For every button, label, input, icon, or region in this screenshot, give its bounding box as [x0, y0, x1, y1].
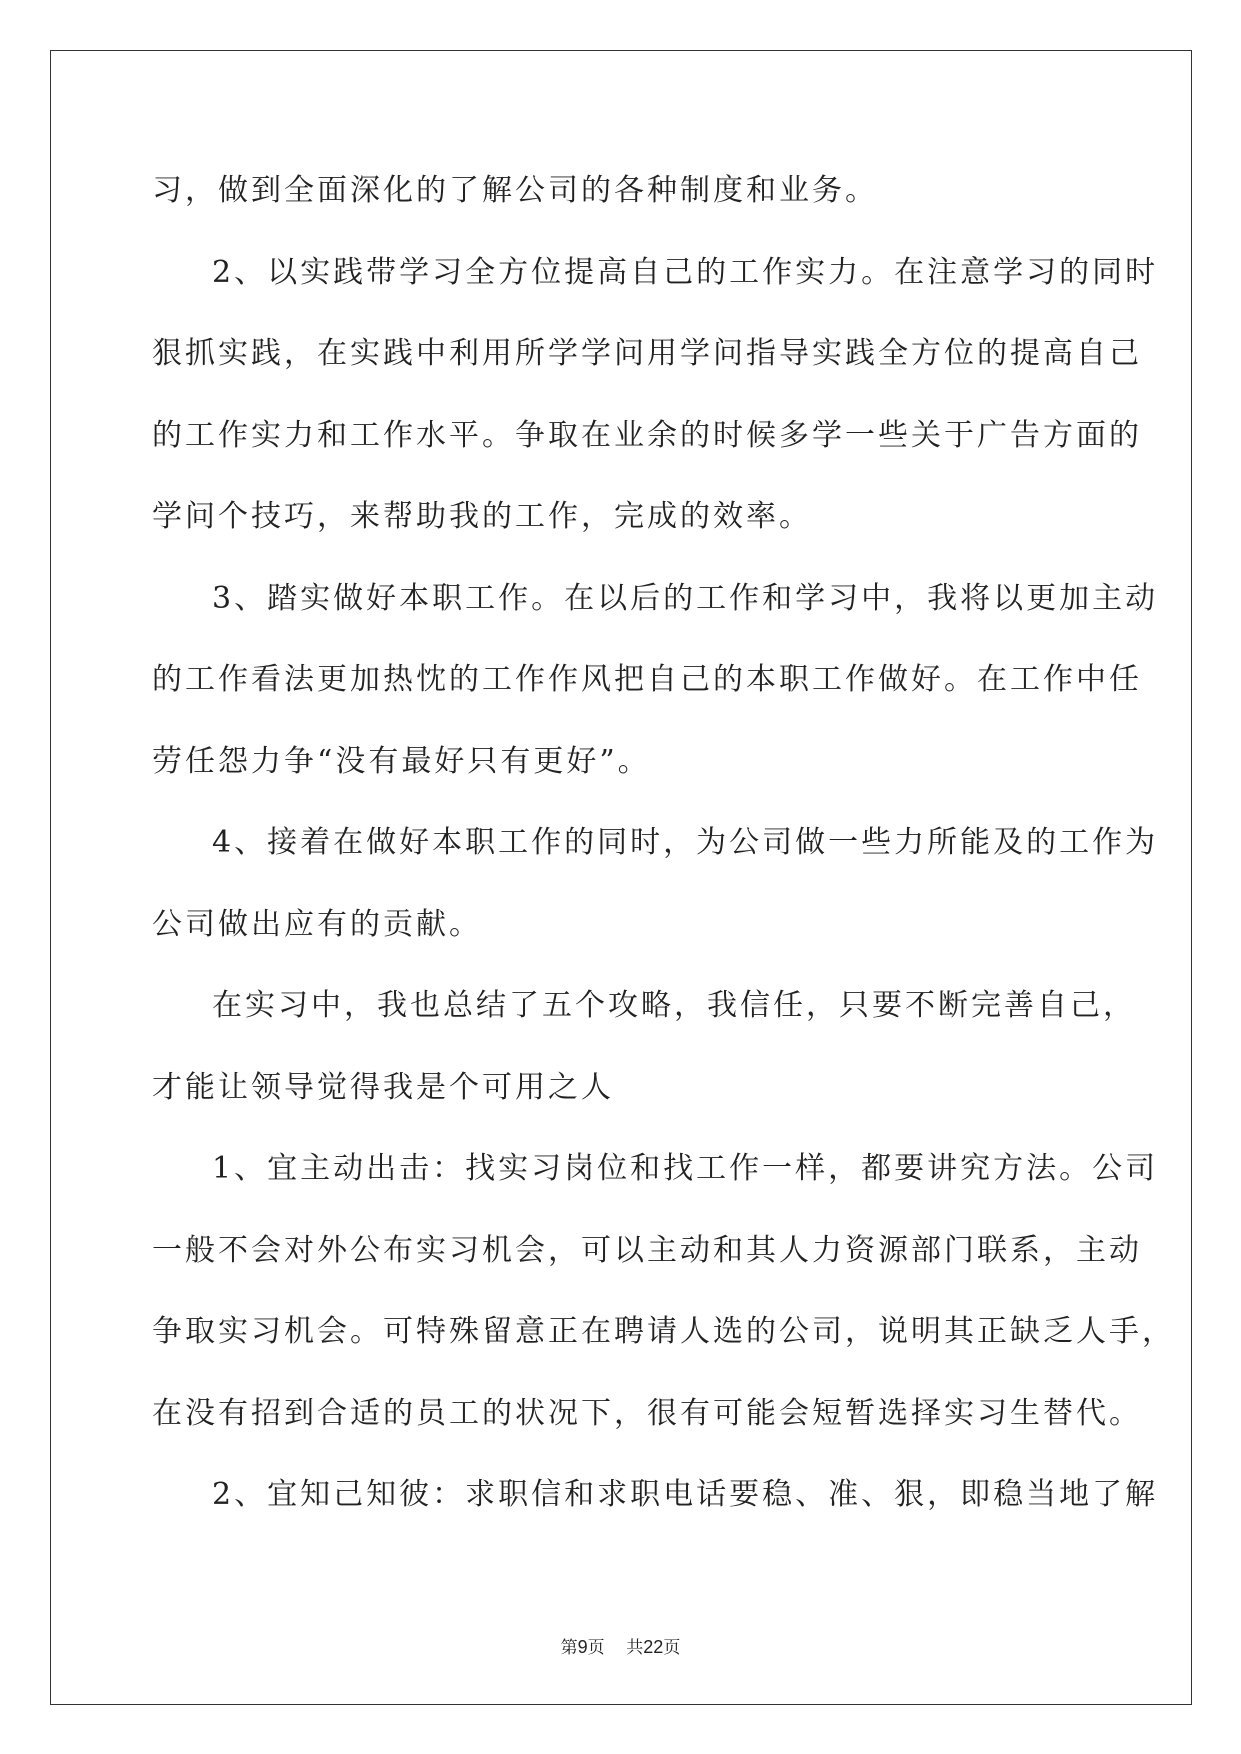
text-line: 1、宜主动出击：找实习岗位和找工作一样，都要讲究方法。公司	[212, 1151, 1159, 1186]
text-line: 在实习中，我也总结了五个攻略，我信任，只要不断完善自己，	[212, 988, 1136, 1023]
text-line: 2、宜知己知彼：求职信和求职电话要稳、准、狠，即稳当地了解	[212, 1477, 1159, 1512]
text-line: 的工作看法更加热忱的工作作风把自己的本职工作做好。在工作中任	[152, 662, 1142, 697]
text-line: 一般不会对外公布实习机会，可以主动和其人力资源部门联系，主动	[152, 1232, 1142, 1268]
total-pages: 22	[643, 1637, 664, 1657]
text-line: 在没有招到合适的员工的状况下，很有可能会短暂选择实习生替代。	[152, 1395, 1142, 1431]
text-line: 4、接着在做好本职工作的同时，为公司做一些力所能及的工作为	[212, 825, 1159, 860]
text-line: 公司做出应有的贡献。	[152, 906, 482, 942]
footer-total-suffix: 页	[663, 1638, 681, 1658]
page-number: 9	[577, 1637, 588, 1657]
document-body	[152, 150, 1175, 1536]
text-line: 3、踏实做好本职工作。在以后的工作和学习中，我将以更加主动	[212, 580, 1159, 616]
text-line: 才能让领导觉得我是个可用之人	[152, 1069, 614, 1105]
text-line: 2、以实践带学习全方位提高自己的工作实力。在注意学习的同时	[212, 254, 1159, 290]
text-line: 争取实习机会。可特殊留意正在聘请人选的公司，说明其正缺乏人手，	[152, 1314, 1175, 1349]
footer-prefix: 第	[560, 1638, 578, 1658]
page-footer	[0, 1633, 1241, 1658]
text-line: 的工作实力和工作水平。争取在业余的时候多学一些关于广告方面的	[152, 417, 1142, 453]
footer-page-suffix: 页	[587, 1638, 605, 1658]
text-line: 狠抓实践，在实践中利用所学学问用学问指导实践全方位的提高自己	[152, 336, 1142, 371]
footer-total-prefix: 共	[626, 1638, 644, 1658]
text-line: 学问个技巧，来帮助我的工作，完成的效率。	[152, 499, 812, 534]
text-line: 习，做到全面深化的了解公司的各种制度和业务。	[152, 173, 878, 208]
text-line: 劳任怨力争“没有最好只有更好”。	[152, 743, 651, 779]
